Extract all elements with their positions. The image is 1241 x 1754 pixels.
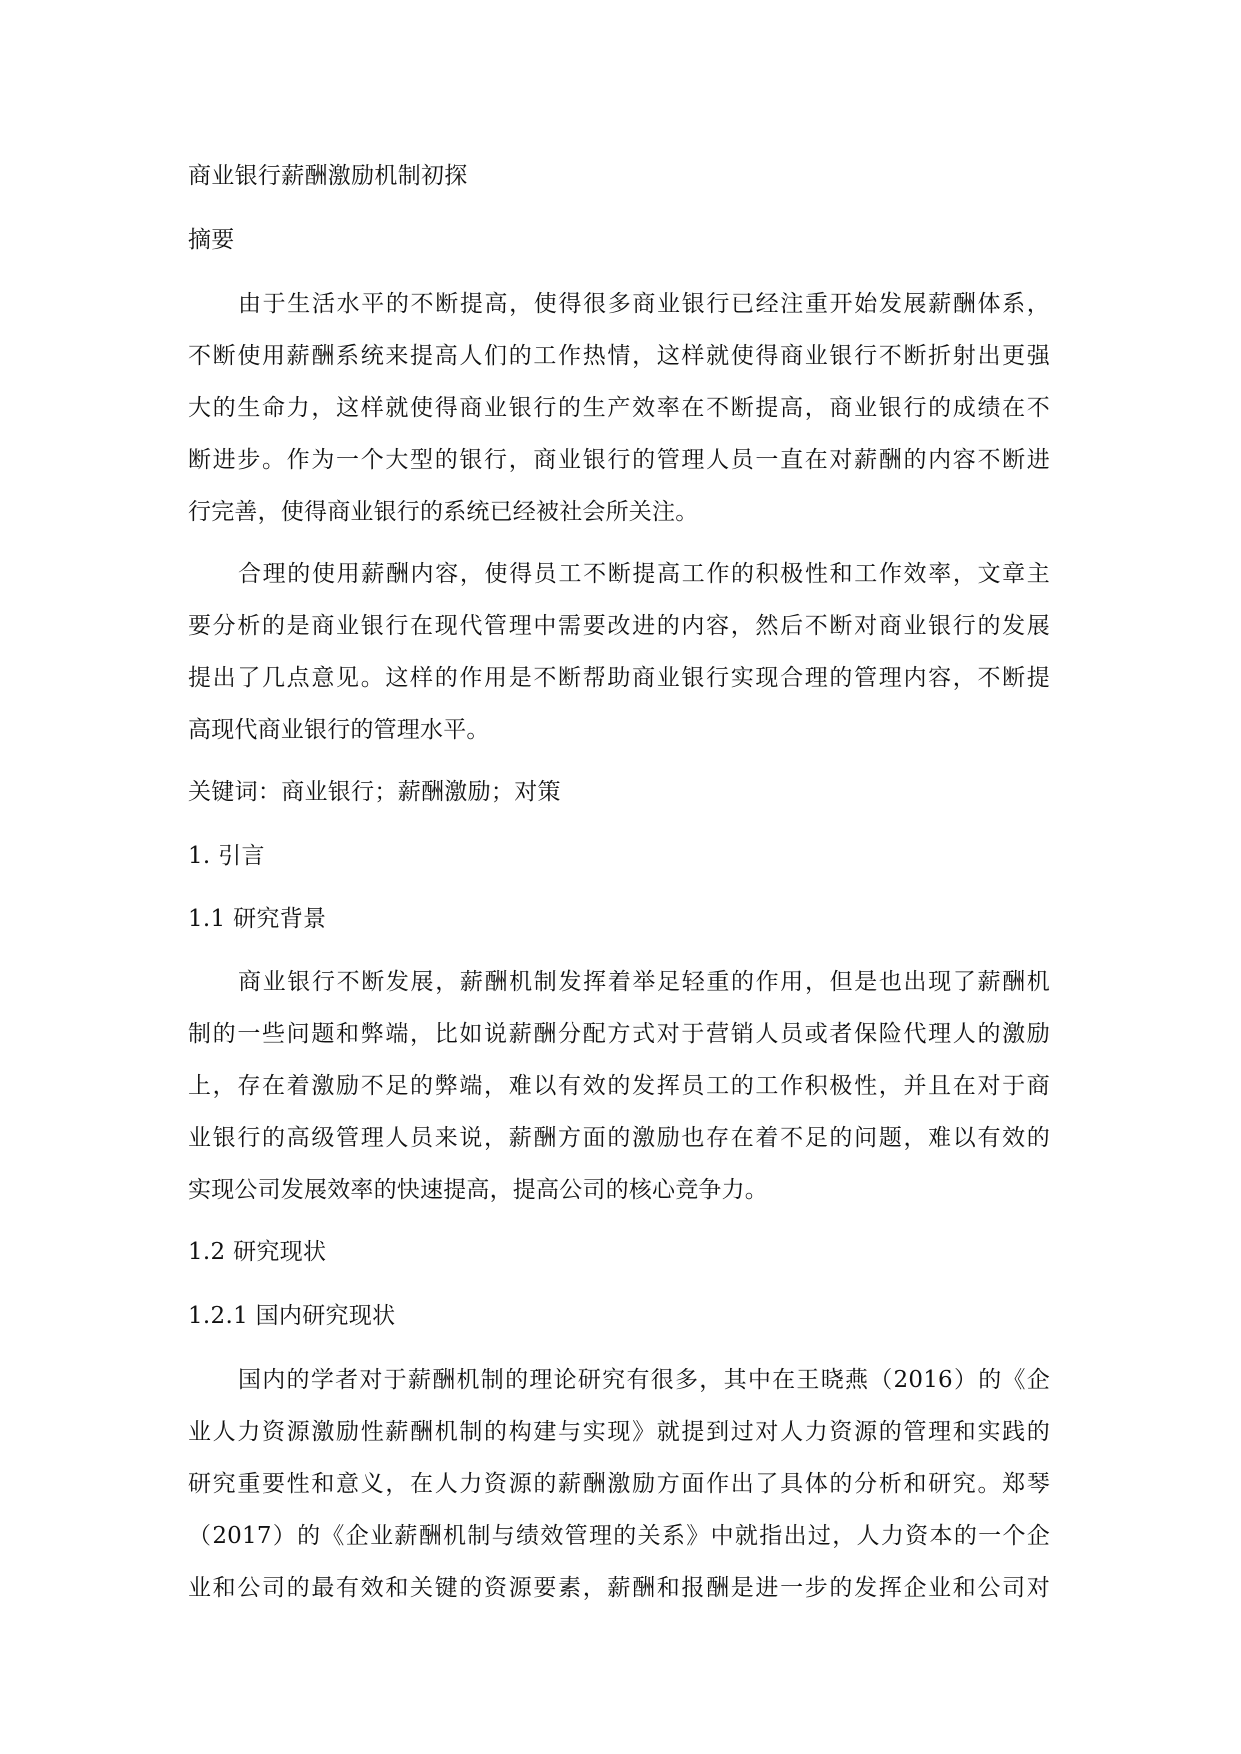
text-line: 业银行的高级管理人员来说，薪酬方面的激励也存在着不足的问题，难以有效的 bbox=[188, 1125, 1050, 1151]
document-title: 商业银行薪酬激励机制初探 bbox=[188, 163, 468, 189]
text-line: 合理的使用薪酬内容，使得员工不断提高工作的积极性和工作效率，文章主 bbox=[238, 561, 1050, 587]
section-heading-1-1: 1.1 研究背景 bbox=[188, 906, 327, 932]
abstract-heading: 摘要 bbox=[188, 227, 235, 253]
text-line: 业和公司的最有效和关键的资源要素，薪酬和报酬是进一步的发挥企业和公司对 bbox=[188, 1575, 1050, 1601]
section-heading-1: 1. 引言 bbox=[188, 843, 265, 869]
section-heading-1-2-1: 1.2.1 国内研究现状 bbox=[188, 1303, 396, 1329]
text-line: 实现公司发展效率的快速提高，提高公司的核心竞争力。 bbox=[188, 1177, 768, 1203]
text-line: （2017）的《企业薪酬机制与绩效管理的关系》中就指出过，人力资本的一个企 bbox=[188, 1523, 1050, 1549]
text-line: 行完善，使得商业银行的系统已经被社会所关注。 bbox=[188, 499, 699, 525]
text-line: 大的生命力，这样就使得商业银行的生产效率在不断提高，商业银行的成绩在不 bbox=[188, 395, 1050, 421]
text-line: 提出了几点意见。这样的作用是不断帮助商业银行实现合理的管理内容，不断提 bbox=[188, 665, 1050, 691]
text-line: 制的一些问题和弊端，比如说薪酬分配方式对于营销人员或者保险代理人的激励 bbox=[188, 1021, 1050, 1047]
text-line: 断进步。作为一个大型的银行，商业银行的管理人员一直在对薪酬的内容不断进 bbox=[188, 447, 1050, 473]
text-line: 上，存在着激励不足的弊端，难以有效的发挥员工的工作积极性，并且在对于商 bbox=[188, 1073, 1050, 1099]
text-line: 由于生活水平的不断提高，使得很多商业银行已经注重开始发展薪酬体系， bbox=[238, 291, 1050, 317]
text-line: 国内的学者对于薪酬机制的理论研究有很多，其中在王晓燕（2016）的《企 bbox=[238, 1367, 1050, 1393]
keywords: 关键词：商业银行；薪酬激励；对策 bbox=[188, 779, 561, 805]
text-line: 高现代商业银行的管理水平。 bbox=[188, 717, 490, 743]
text-line: 商业银行不断发展，薪酬机制发挥着举足轻重的作用，但是也出现了薪酬机 bbox=[238, 969, 1050, 995]
text-line: 研究重要性和意义，在人力资源的薪酬激励方面作出了具体的分析和研究。郑琴 bbox=[188, 1471, 1050, 1497]
text-line: 要分析的是商业银行在现代管理中需要改进的内容，然后不断对商业银行的发展 bbox=[188, 613, 1050, 639]
section-heading-1-2: 1.2 研究现状 bbox=[188, 1239, 327, 1265]
text-line: 业人力资源激励性薪酬机制的构建与实现》就提到过对人力资源的管理和实践的 bbox=[188, 1419, 1050, 1445]
text-line: 不断使用薪酬系统来提高人们的工作热情，这样就使得商业银行不断折射出更强 bbox=[188, 343, 1050, 369]
